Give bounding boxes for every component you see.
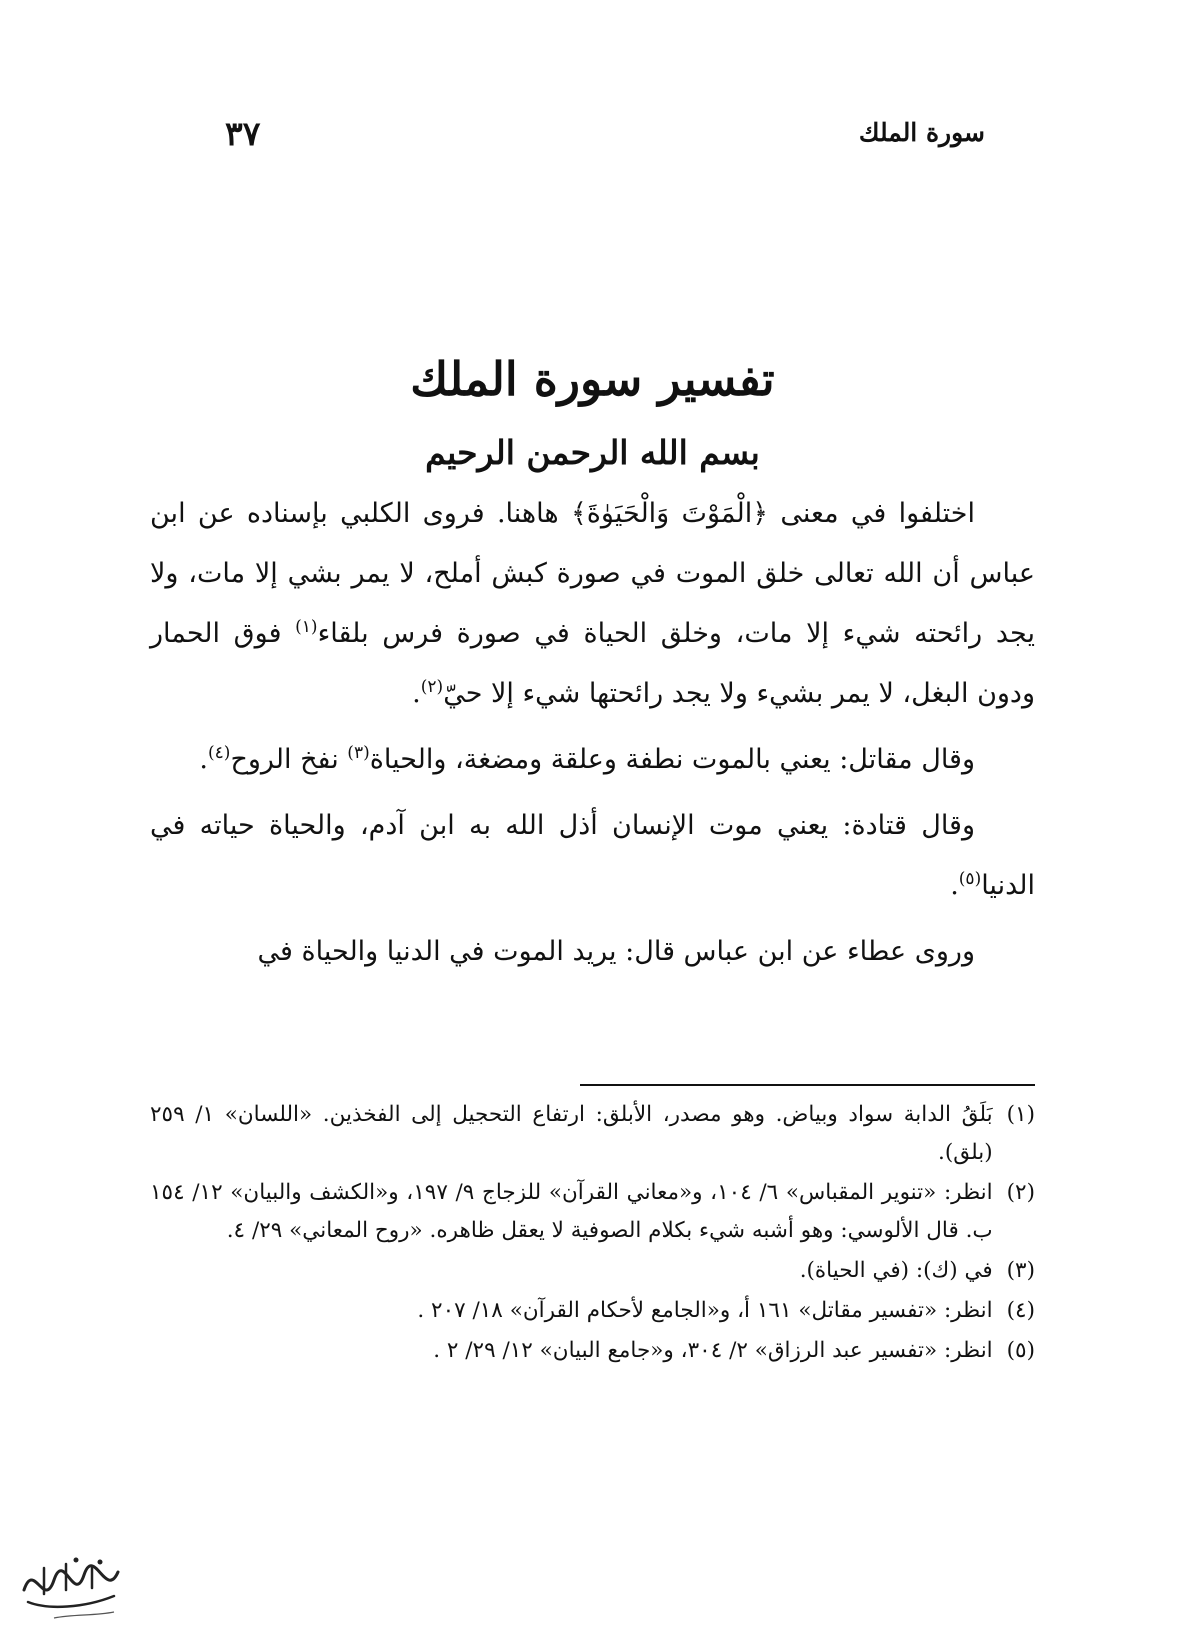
footnote-ref-5: (٥): [958, 869, 982, 889]
calligraphy-logo-icon: [14, 1550, 126, 1630]
paragraph-2-text-c: .: [199, 744, 209, 775]
main-text: [150, 484, 1035, 988]
page-number: ٣٧: [225, 114, 261, 153]
footnote-ref-1: (١): [295, 617, 318, 637]
footnote-separator: [580, 1084, 1035, 1086]
footnote-ref-2: (٢): [420, 677, 444, 697]
footnote-3: [150, 1252, 1035, 1290]
footnote-1: [150, 1096, 1035, 1172]
footnote-number: (٣): [1006, 1258, 1035, 1283]
footnote-2: [150, 1174, 1035, 1250]
footnote-5: [150, 1332, 1035, 1370]
footnote-number: (٤): [1006, 1298, 1035, 1323]
footnote-4: [150, 1292, 1035, 1330]
publisher-watermark-logo: [14, 1550, 126, 1630]
paragraph-3-text-b: .: [950, 870, 959, 901]
basmala-heading: بسم الله الرحمن الرحيم: [425, 433, 760, 472]
surah-title: تفسير سورة الملك: [410, 352, 775, 406]
paragraph-4-text-a: وروى عطاء عن ابن عباس قال: يريد الموت في الدنيا والحياة في: [257, 936, 975, 967]
paragraph-2-text-b: نفخ الروح: [230, 744, 348, 775]
paragraph-1-text-c: .: [412, 678, 421, 709]
running-header-title: سورة الملك: [858, 118, 985, 147]
paragraph-3: [150, 796, 1035, 916]
paragraph-1: [150, 484, 1035, 724]
footnote-text: انظر: «تنوير المقباس» ٦/ ١٠٤، و«معاني القرآن» للزجاج ٩/ ١٩٧، و«الكشف والبيان» ١٢/ ١٥٤ ب. قال الألوسي: وهو أشبه شيء بكلام الصوفية لا يعقل ظاهره. «روح المعاني» ٢٩/ ٤.: [150, 1180, 993, 1243]
paragraph-4: [150, 922, 1035, 982]
paragraph-1-text-b: فوق الحمار ودون البغل، لا يمر بشيء ولا يجد رائحتها شيء إلا حيّ: [150, 618, 1035, 709]
footnote-number: (٥): [1006, 1338, 1035, 1363]
footnote-text: بَلَقُ الدابة سواد وبياض. وهو مصدر، الأبلق: ارتفاع التحجيل إلى الفخذين. «اللسان» ١/ ٢٥٩ (بلق).: [150, 1102, 993, 1165]
footnote-number: (٢): [1006, 1180, 1035, 1205]
footnote-text: انظر: «تفسير عبد الرزاق» ٢/ ٣٠٤، و«جامع البيان» ١٢/ ٢٩/ ٢ .: [433, 1338, 993, 1363]
paragraph-3-text-a: وقال قتادة: يعني موت الإنسان أذل الله به ابن آدم، والحياة حياته في الدنيا: [150, 810, 1035, 901]
footnotes: [150, 1096, 1035, 1372]
footnote-text: انظر: «تفسير مقاتل» ١٦١ أ، و«الجامع لأحكام القرآن» ١٨/ ٢٠٧ .: [417, 1298, 993, 1323]
paragraph-1-text-a: اختلفوا في معنى ﴿الْمَوْتَ وَالْحَيَوٰةَ﴾ هاهنا. فروى الكلبي بإسناده عن ابن عباس أن الله تعالى خلق الموت في صورة كبش أملح، لا يمر بشي إلا مات، ولا يجد رائحته شيء إلا مات، وخلق الحياة في صورة فرس بلقاء: [150, 498, 1035, 649]
paragraph-2-text-a: وقال مقاتل: يعني بالموت نطفة وعلقة ومضغة، والحياة: [369, 744, 975, 775]
paragraph-2: [150, 730, 1035, 790]
footnote-number: (١): [1006, 1102, 1035, 1127]
footnote-text: في (ك): (في الحياة).: [799, 1258, 993, 1283]
footnote-ref-4: (٤): [208, 743, 231, 763]
footnote-ref-3: (٣): [347, 743, 370, 763]
running-header: [225, 114, 985, 168]
